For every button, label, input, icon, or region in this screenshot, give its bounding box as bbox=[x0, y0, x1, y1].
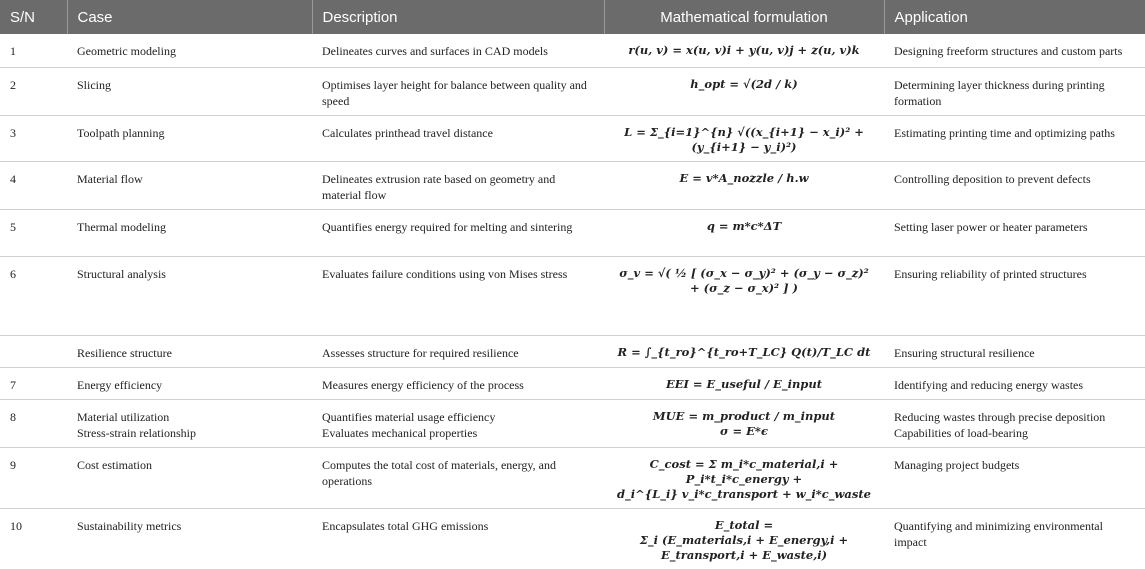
formula-line: EEI = E_useful / E_input bbox=[665, 376, 823, 391]
table-row bbox=[0, 508, 1145, 569]
cell-case: Sustainability metrics bbox=[77, 518, 182, 533]
cell-sn: 9 bbox=[0, 447, 67, 508]
cell-case: Structural analysis bbox=[67, 256, 312, 335]
header-sn: S/N bbox=[0, 0, 67, 34]
header-row bbox=[0, 0, 1145, 34]
formula-line: Σ_i (E_materials,i + E_energy,i + E_transport,i + E_waste,i) bbox=[639, 532, 849, 562]
cell-application: Ensuring structural resilience bbox=[884, 335, 1145, 367]
formula-line: r(u, v) = x(u, v)i + y(u, v)j + z(u, v)k bbox=[628, 43, 860, 57]
cell-case: Resilience structure bbox=[67, 335, 312, 367]
formula-line: R = ∫_{t_ro}^{t_ro+T_LC} Q(t)/T_LC dt bbox=[617, 344, 871, 359]
cell-application: Quantifying and minimizing environmental impact bbox=[894, 518, 1103, 549]
cell-application bbox=[884, 399, 1145, 447]
cell-application: Managing project budgets bbox=[884, 447, 1145, 508]
table-row bbox=[0, 209, 1145, 256]
cell-formula bbox=[604, 447, 884, 508]
cell-application: Estimating printing time and optimizing paths bbox=[884, 115, 1145, 161]
table-row bbox=[0, 67, 1145, 115]
formula-line: C_cost = Σ m_i*c_material,i + P_i*t_i*c_energy + bbox=[649, 456, 839, 486]
cell-sn: 10 bbox=[10, 518, 22, 533]
header-description: Description bbox=[312, 0, 604, 34]
cell-formula bbox=[604, 399, 884, 447]
cell-description bbox=[312, 399, 604, 447]
formula-line: + (σ_z − σ_x)² ] ) bbox=[690, 280, 798, 295]
cell-case: Energy efficiency bbox=[67, 367, 312, 399]
cell-case: Cost estimation bbox=[67, 447, 312, 508]
cell-description: Quantifies energy required for melting and sintering bbox=[312, 209, 604, 256]
cell-sn: 2 bbox=[0, 67, 67, 115]
formula-line: E = v*A_nozzle / h.w bbox=[679, 170, 809, 185]
cell-formula bbox=[604, 508, 884, 569]
cell-sn: 4 bbox=[0, 161, 67, 209]
table-row bbox=[0, 447, 1145, 508]
cell-case: Thermal modeling bbox=[67, 209, 312, 256]
header-application: Application bbox=[884, 0, 1145, 34]
table-row bbox=[0, 161, 1145, 209]
cell-formula bbox=[604, 67, 884, 115]
cell-application: Identifying and reducing energy wastes bbox=[884, 367, 1145, 399]
formula-line: σ = E*ϵ bbox=[720, 423, 768, 438]
cell-case bbox=[67, 399, 312, 447]
cell-formula bbox=[604, 115, 884, 161]
formula-line: h_opt = √(2d / k) bbox=[690, 76, 798, 91]
cell-description: Evaluates failure conditions using von Mises stress bbox=[312, 256, 604, 335]
cell-line: Material utilization bbox=[77, 409, 170, 424]
cell-sn: 1 bbox=[0, 34, 67, 67]
cell-line: Reducing wastes through precise deposition bbox=[894, 409, 1106, 424]
formula-line: L = Σ_{i=1}^{n} √((x_{i+1} − x_i)² + (y_{i+1} − y_i)²) bbox=[624, 124, 864, 154]
cell-description: Measures energy efficiency of the process bbox=[312, 367, 604, 399]
cell-formula bbox=[604, 335, 884, 367]
cell-description: Calculates printhead travel distance bbox=[312, 115, 604, 161]
cell-line: Capabilities of load-bearing bbox=[894, 425, 1028, 440]
cell-line: Stress-strain relationship bbox=[77, 425, 196, 440]
cell-formula bbox=[604, 209, 884, 256]
cell-sn: 7 bbox=[0, 367, 67, 399]
header-case: Case bbox=[67, 0, 312, 34]
cell-application: Determining layer thickness during printing formation bbox=[884, 67, 1145, 115]
cell-case: Material flow bbox=[67, 161, 312, 209]
cell-description: Delineates extrusion rate based on geometry and material flow bbox=[312, 161, 604, 209]
cell-formula bbox=[604, 256, 884, 335]
cell-description: Encapsulates total GHG emissions bbox=[322, 518, 489, 533]
table-row bbox=[0, 399, 1145, 447]
cell-application: Ensuring reliability of printed structures bbox=[884, 256, 1145, 335]
cell-case: Toolpath planning bbox=[67, 115, 312, 161]
table-row bbox=[0, 367, 1145, 399]
cell-description: Assesses structure for required resilience bbox=[312, 335, 604, 367]
cell-sn: 3 bbox=[0, 115, 67, 161]
cell-formula bbox=[604, 34, 884, 67]
table-body bbox=[0, 34, 1145, 569]
formula-line: E_total = bbox=[714, 517, 774, 532]
table-row bbox=[0, 256, 1145, 335]
cell-sn: 8 bbox=[0, 399, 67, 447]
cell-description: Computes the total cost of materials, energy, and operations bbox=[312, 447, 604, 508]
cell-line: Quantifies material usage efficiency bbox=[322, 409, 496, 424]
cell-formula bbox=[604, 161, 884, 209]
cell-line: Evaluates mechanical properties bbox=[322, 425, 478, 440]
table-row bbox=[0, 335, 1145, 367]
formula-line: MUE = m_product / m_input bbox=[652, 408, 836, 423]
cell-application: Controlling deposition to prevent defects bbox=[884, 161, 1145, 209]
cell-application: Designing freeform structures and custom parts bbox=[884, 34, 1145, 67]
cell-description: Delineates curves and surfaces in CAD models bbox=[312, 34, 604, 67]
cell-application: Setting laser power or heater parameters bbox=[884, 209, 1145, 256]
header-formulation: Mathematical formulation bbox=[604, 0, 884, 34]
cell-sn: 6 bbox=[0, 256, 67, 335]
cell-formula bbox=[604, 367, 884, 399]
formula-line: q = m*c*ΔT bbox=[706, 218, 782, 233]
cell-sn bbox=[0, 335, 67, 367]
table-row bbox=[0, 115, 1145, 161]
formula-line: d_i^{L_i} v_i*c_transport + w_i*c_waste bbox=[617, 486, 871, 501]
table-row bbox=[0, 34, 1145, 67]
formula-line: σ_v = √( ½ [ (σ_x − σ_y)² + (σ_y − σ_z)² bbox=[619, 265, 869, 280]
cell-sn: 5 bbox=[0, 209, 67, 256]
cell-case: Geometric modeling bbox=[67, 34, 312, 67]
cell-description: Optimises layer height for balance between quality and speed bbox=[312, 67, 604, 115]
cell-case: Slicing bbox=[67, 67, 312, 115]
